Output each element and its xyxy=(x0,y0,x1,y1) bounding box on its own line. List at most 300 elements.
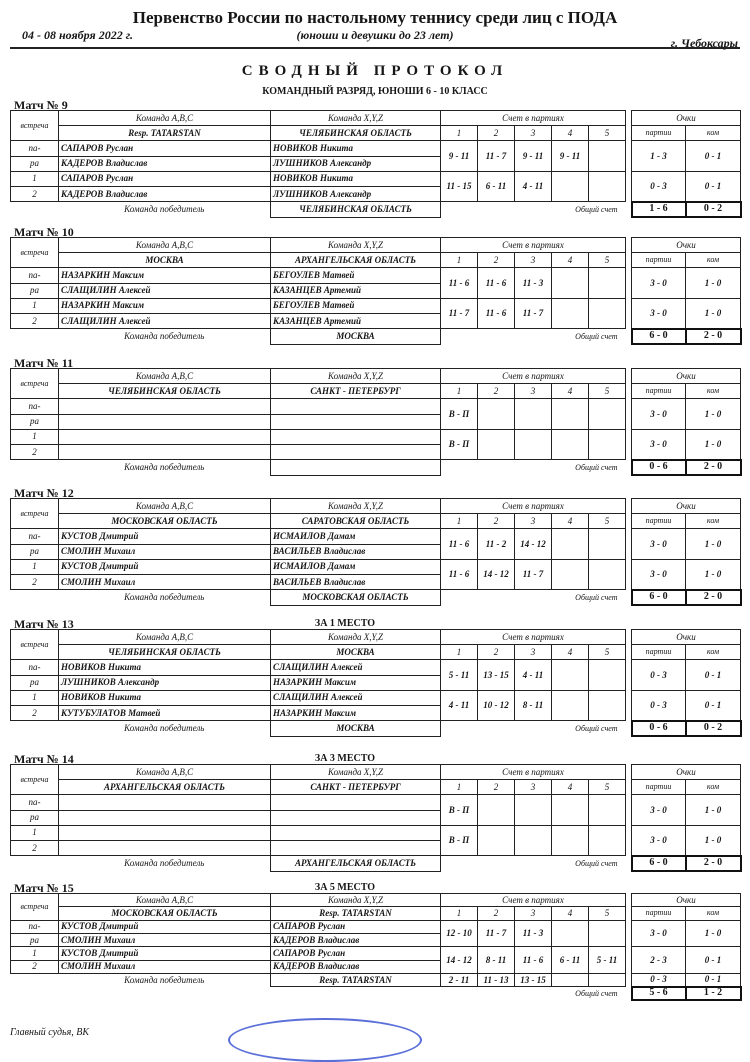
player-a: СМОЛИН Михаил xyxy=(59,933,271,946)
row-label: 2 xyxy=(11,960,59,973)
spacer xyxy=(11,721,59,736)
game-score: 6 - 11 xyxy=(552,947,589,974)
spacer xyxy=(11,460,59,475)
game-score xyxy=(552,559,589,589)
player-a: КУСТОВ Дмитрий xyxy=(59,529,271,544)
points-partii: 3 - 0 xyxy=(632,429,686,459)
game-score: 11 - 13 xyxy=(478,973,515,986)
team-a-name: МОСКОВСКАЯ ОБЛАСТЬ xyxy=(59,907,271,920)
winner-label: Команда победитель xyxy=(124,462,205,473)
game-score: 13 - 15 xyxy=(478,660,515,690)
points-kom: 1 - 0 xyxy=(686,429,741,459)
game-score xyxy=(589,825,626,855)
total-kom: 2 - 0 xyxy=(686,856,741,871)
points-partii: 3 - 0 xyxy=(632,559,686,589)
team-a-name: МОСКОВСКАЯ ОБЛАСТЬ xyxy=(59,514,271,529)
game-score: 14 - 12 xyxy=(441,947,478,974)
player-a: НОВИКОВ Никита xyxy=(59,660,271,675)
row-label: 1 xyxy=(11,947,59,960)
header-city: г. Чебоксары xyxy=(670,36,738,50)
total-partii: 6 - 0 xyxy=(632,329,686,344)
game-score xyxy=(478,399,515,429)
team-xyz-label: Команда X,Y,Z xyxy=(271,111,441,126)
game-number: 4 xyxy=(552,126,589,141)
winner-team: АРХАНГЕЛЬСКАЯ ОБЛАСТЬ xyxy=(271,856,441,871)
row-label: па- xyxy=(11,268,59,283)
total-partii: 1 - 6 xyxy=(632,202,686,217)
player-a: КУСТОВ Дмитрий xyxy=(59,559,271,574)
partii-label: партии xyxy=(632,514,686,529)
game-score xyxy=(589,795,626,825)
points-label: Очки xyxy=(632,238,741,253)
game-number: 3 xyxy=(515,253,552,268)
game-score xyxy=(552,690,589,720)
game-score xyxy=(552,268,589,298)
row-label: 1 xyxy=(11,298,59,313)
kom-label: ком xyxy=(686,253,741,268)
total-kom: 0 - 2 xyxy=(686,721,741,736)
points-partii: 2 - 3 xyxy=(632,947,686,974)
game-number: 3 xyxy=(515,907,552,920)
game-score xyxy=(478,825,515,855)
footer-signature: Главный судья, ВК xyxy=(10,1027,89,1038)
winner-label: Команда победитель xyxy=(124,723,205,734)
total-kom: 2 - 0 xyxy=(686,590,741,605)
game-score: 11 - 7 xyxy=(478,920,515,947)
game-score xyxy=(515,429,552,459)
game-number: 3 xyxy=(515,384,552,399)
points-kom: 1 - 0 xyxy=(686,268,741,298)
game-number: 1 xyxy=(441,126,478,141)
player-a xyxy=(59,825,271,840)
game-score: 10 - 12 xyxy=(478,690,515,720)
team-xyz-label: Команда X,Y,Z xyxy=(271,499,441,514)
total-partii: 5 - 6 xyxy=(632,987,686,1000)
player-a: САПАРОВ Руслан xyxy=(59,141,271,156)
points-partii: 3 - 0 xyxy=(632,268,686,298)
winner-label: Команда победитель xyxy=(124,204,205,215)
team-xyz-label: Команда X,Y,Z xyxy=(271,630,441,645)
kom-label: ком xyxy=(686,126,741,141)
spacer xyxy=(11,856,59,871)
match-title: Матч № 15 xyxy=(14,881,74,895)
player-x: ЛУШНИКОВ Александр xyxy=(271,187,441,202)
spacer xyxy=(11,590,59,605)
game-score xyxy=(515,399,552,429)
place-label: ЗА 1 МЕСТО xyxy=(314,618,376,629)
points-kom: 1 - 0 xyxy=(686,795,741,825)
team-abc-label: Команда A,B,C xyxy=(59,238,271,253)
team-abc-label: Команда A,B,C xyxy=(59,499,271,514)
game-score: 5 - 11 xyxy=(589,947,626,974)
total-partii: 0 - 6 xyxy=(632,460,686,475)
game-score: 11 - 3 xyxy=(515,920,552,947)
game-score xyxy=(589,429,626,459)
player-a: СМОЛИН Михаил xyxy=(59,544,271,559)
team-xyz-label: Команда X,Y,Z xyxy=(271,765,441,780)
total-partii: 6 - 0 xyxy=(632,590,686,605)
game-score: 11 - 6 xyxy=(441,529,478,559)
points-kom: 1 - 0 xyxy=(686,298,741,328)
game-number: 4 xyxy=(552,907,589,920)
total-kom: 1 - 2 xyxy=(686,987,741,1000)
game-score xyxy=(552,399,589,429)
spacer xyxy=(11,987,441,1000)
total-label: Общий счет xyxy=(575,204,618,214)
game-score xyxy=(552,660,589,690)
row-label: 1 xyxy=(11,559,59,574)
team-x-name: САНКТ - ПЕТЕРБУРГ xyxy=(271,780,441,795)
row-label: 1 xyxy=(11,171,59,186)
winner-label: Команда победитель xyxy=(124,974,205,985)
game-number: 3 xyxy=(515,126,552,141)
game-score xyxy=(589,399,626,429)
team-x-name: Resp. TATARSTAN xyxy=(271,907,441,920)
points-label: Очки xyxy=(632,499,741,514)
team-x-name: АРХАНГЕЛЬСКАЯ ОБЛАСТЬ xyxy=(271,253,441,268)
row-label: 1 xyxy=(11,690,59,705)
vstrecha-label: встреча xyxy=(11,369,59,399)
game-score xyxy=(589,141,626,171)
winner-team: ЧЕЛЯБИНСКАЯ ОБЛАСТЬ xyxy=(271,202,441,217)
game-number: 1 xyxy=(441,384,478,399)
team-a-name: АРХАНГЕЛЬСКАЯ ОБЛАСТЬ xyxy=(59,780,271,795)
points-kom: 1 - 0 xyxy=(686,529,741,559)
player-x xyxy=(271,429,441,444)
row-label: па- xyxy=(11,141,59,156)
row-label: ра xyxy=(11,675,59,690)
total-label: Общий счет xyxy=(575,462,618,472)
game-score: 11 - 6 xyxy=(441,559,478,589)
game-score: 11 - 7 xyxy=(515,559,552,589)
game-score: В - П xyxy=(441,429,478,459)
game-number: 2 xyxy=(478,253,515,268)
vstrecha-label: встреча xyxy=(11,499,59,529)
match-title: Матч № 9 xyxy=(14,98,68,112)
points-partii: 0 - 3 xyxy=(632,690,686,720)
game-score: 6 - 11 xyxy=(478,171,515,201)
game-number: 1 xyxy=(441,645,478,660)
points-partii: 3 - 0 xyxy=(632,920,686,947)
team-abc-label: Команда A,B,C xyxy=(59,765,271,780)
total-kom: 0 - 2 xyxy=(686,202,741,217)
points-kom: 1 - 0 xyxy=(686,559,741,589)
points-kom: 1 - 0 xyxy=(686,825,741,855)
partii-label: партии xyxy=(632,780,686,795)
game-number: 1 xyxy=(441,253,478,268)
game-score: 4 - 11 xyxy=(441,690,478,720)
total-label: Общий счет xyxy=(575,723,618,733)
game-score: 9 - 11 xyxy=(552,141,589,171)
game-score: 14 - 12 xyxy=(515,529,552,559)
partii-label: партии xyxy=(632,907,686,920)
player-x: ЛУШНИКОВ Александр xyxy=(271,156,441,171)
game-score xyxy=(589,690,626,720)
player-a: СЛАЩИЛИН Алексей xyxy=(59,314,271,329)
points-label: Очки xyxy=(632,111,741,126)
team-xyz-label: Команда X,Y,Z xyxy=(271,894,441,907)
game-score xyxy=(552,171,589,201)
game-number: 5 xyxy=(589,645,626,660)
game-score: В - П xyxy=(441,399,478,429)
match-title: Матч № 11 xyxy=(14,356,74,370)
player-x xyxy=(271,795,441,810)
score-in-games-label: Счет в партиях xyxy=(441,111,626,126)
game-number: 5 xyxy=(589,126,626,141)
game-score: 11 - 6 xyxy=(478,268,515,298)
game-score xyxy=(515,825,552,855)
match-block xyxy=(10,893,740,1011)
player-x: НАЗАРКИН Максим xyxy=(271,706,441,721)
row-label: 2 xyxy=(11,575,59,590)
game-score: В - П xyxy=(441,795,478,825)
game-number: 2 xyxy=(478,514,515,529)
player-x: БЕГОУЛЕВ Матвей xyxy=(271,268,441,283)
doc-title: СВОДНЫЙ ПРОТОКОЛ xyxy=(241,63,509,79)
player-x xyxy=(271,445,441,460)
spacer xyxy=(11,329,59,344)
total-label: Общий счет xyxy=(575,592,618,602)
game-score xyxy=(552,429,589,459)
winner-label: Команда победитель xyxy=(124,858,205,869)
game-number: 4 xyxy=(552,645,589,660)
player-a: СЛАЩИЛИН Алексей xyxy=(59,283,271,298)
game-number: 4 xyxy=(552,780,589,795)
doc-subtitle: КОМАНДНЫЙ РАЗРЯД, ЮНОШИ 6 - 10 КЛАСС xyxy=(262,86,488,97)
row-label: 2 xyxy=(11,314,59,329)
kom-label: ком xyxy=(686,780,741,795)
player-a xyxy=(59,429,271,444)
points-partii: 3 - 0 xyxy=(632,298,686,328)
game-number: 2 xyxy=(478,780,515,795)
score-in-games-label: Счет в партиях xyxy=(441,630,626,645)
match-title: Матч № 14 xyxy=(14,752,74,766)
game-score xyxy=(589,268,626,298)
points-partii: 0 - 3 xyxy=(632,660,686,690)
row-label: 2 xyxy=(11,841,59,856)
points-kom: 0 - 1 xyxy=(686,171,741,201)
points-label: Очки xyxy=(632,630,741,645)
row-label: па- xyxy=(11,529,59,544)
partii-label: партии xyxy=(632,645,686,660)
team-xyz-label: Команда X,Y,Z xyxy=(271,238,441,253)
kom-label: ком xyxy=(686,645,741,660)
player-x: ИСМАИЛОВ Дамам xyxy=(271,559,441,574)
row-label: па- xyxy=(11,795,59,810)
winner-team: МОСКОВСКАЯ ОБЛАСТЬ xyxy=(271,590,441,605)
points-kom: 0 - 1 xyxy=(686,141,741,171)
winner-team: МОСКВА xyxy=(271,329,441,344)
score-in-games-label: Счет в партиях xyxy=(441,369,626,384)
team-a-name: ЧЕЛЯБИНСКАЯ ОБЛАСТЬ xyxy=(59,645,271,660)
winner-label: Команда победитель xyxy=(124,592,205,603)
spacer xyxy=(11,973,59,986)
player-x: ВАСИЛЬЕВ Владислав xyxy=(271,544,441,559)
team-a-name: МОСКВА xyxy=(59,253,271,268)
kom-label: ком xyxy=(686,384,741,399)
team-abc-label: Команда A,B,C xyxy=(59,369,271,384)
match-block xyxy=(10,110,740,228)
match-block xyxy=(10,498,740,616)
player-a: СМОЛИН Михаил xyxy=(59,960,271,973)
total-label: Общий счет xyxy=(575,331,618,341)
game-number: 2 xyxy=(478,126,515,141)
player-a: КУСТОВ Дмитрий xyxy=(59,947,271,960)
row-label: 1 xyxy=(11,825,59,840)
player-x xyxy=(271,399,441,414)
team-abc-label: Команда A,B,C xyxy=(59,630,271,645)
player-a: КУСТОВ Дмитрий xyxy=(59,920,271,933)
match-block xyxy=(10,629,740,747)
match-title: Матч № 10 xyxy=(14,225,74,239)
points-partii: 1 - 3 xyxy=(632,141,686,171)
total-partii: 0 - 6 xyxy=(632,721,686,736)
player-a: КУТУБУЛАТОВ Матвей xyxy=(59,706,271,721)
team-x-name: ЧЕЛЯБИНСКАЯ ОБЛАСТЬ xyxy=(271,126,441,141)
player-a xyxy=(59,810,271,825)
points-label: Очки xyxy=(632,369,741,384)
player-x xyxy=(271,841,441,856)
match-block xyxy=(10,764,740,882)
game-score xyxy=(589,171,626,201)
player-x: КАДЕРОВ Владислав xyxy=(271,933,441,946)
player-x: НОВИКОВ Никита xyxy=(271,141,441,156)
row-label: па- xyxy=(11,920,59,933)
total-kom: 2 - 0 xyxy=(686,329,741,344)
game-score xyxy=(515,795,552,825)
row-label: ра xyxy=(11,283,59,298)
header-date: 04 - 08 ноября 2022 г. xyxy=(22,28,133,42)
game-score: 9 - 11 xyxy=(515,141,552,171)
game-score xyxy=(478,429,515,459)
match-block xyxy=(10,368,740,486)
player-x: НОВИКОВ Никита xyxy=(271,171,441,186)
game-number: 5 xyxy=(589,514,626,529)
kom-label: ком xyxy=(686,907,741,920)
game-score xyxy=(589,298,626,328)
points-kom: 1 - 0 xyxy=(686,920,741,947)
game-score: 11 - 6 xyxy=(478,298,515,328)
header-subtitle: (юноши и девушки до 23 лет) xyxy=(296,28,454,42)
game-number: 5 xyxy=(589,253,626,268)
team-x-name: САНКТ - ПЕТЕРБУРГ xyxy=(271,384,441,399)
row-label: па- xyxy=(11,660,59,675)
partii-label: партии xyxy=(632,384,686,399)
team-x-name: САРАТОВСКАЯ ОБЛАСТЬ xyxy=(271,514,441,529)
total-kom: 2 - 0 xyxy=(686,460,741,475)
vstrecha-label: встреча xyxy=(11,765,59,795)
game-score xyxy=(589,920,626,947)
team-a-name: Resp. TATARSTAN xyxy=(59,126,271,141)
game-score: 4 - 11 xyxy=(515,171,552,201)
game-number: 4 xyxy=(552,514,589,529)
player-x: НАЗАРКИН Максим xyxy=(271,675,441,690)
player-x xyxy=(271,414,441,429)
total-label: Общий счет xyxy=(575,858,618,868)
game-score: В - П xyxy=(441,825,478,855)
team-a-name: ЧЕЛЯБИНСКАЯ ОБЛАСТЬ xyxy=(59,384,271,399)
points-partii: 3 - 0 xyxy=(632,795,686,825)
team-abc-label: Команда A,B,C xyxy=(59,894,271,907)
player-x xyxy=(271,825,441,840)
game-number: 2 xyxy=(478,384,515,399)
game-number: 2 xyxy=(478,907,515,920)
place-label: ЗА 3 МЕСТО xyxy=(314,753,376,764)
points-partii: 3 - 0 xyxy=(632,529,686,559)
row-label: 1 xyxy=(11,429,59,444)
game-score: 11 - 7 xyxy=(515,298,552,328)
points-partii: 0 - 3 xyxy=(632,171,686,201)
winner-team: Resp. TATARSTAN xyxy=(271,973,441,986)
row-label: ра xyxy=(11,933,59,946)
game-score: 9 - 11 xyxy=(441,141,478,171)
points-label: Очки xyxy=(632,894,741,907)
game-number: 5 xyxy=(589,384,626,399)
player-a: НОВИКОВ Никита xyxy=(59,690,271,705)
game-score: 13 - 15 xyxy=(515,973,552,986)
player-x: САПАРОВ Руслан xyxy=(271,947,441,960)
game-score: 11 - 15 xyxy=(441,171,478,201)
player-x: КАЗАНЦЕВ Артемий xyxy=(271,283,441,298)
header-title: Первенство России по настольному теннису среди лиц с ПОДА xyxy=(132,8,618,27)
game-score: 8 - 11 xyxy=(478,947,515,974)
game-number: 4 xyxy=(552,253,589,268)
game-score xyxy=(552,825,589,855)
game-score: 11 - 6 xyxy=(441,268,478,298)
points-partii: 3 - 0 xyxy=(632,825,686,855)
game-score xyxy=(589,529,626,559)
player-a xyxy=(59,841,271,856)
total-label: Общий счет xyxy=(575,988,618,998)
game-number: 4 xyxy=(552,384,589,399)
player-x: ИСМАИЛОВ Дамам xyxy=(271,529,441,544)
row-label: ра xyxy=(11,810,59,825)
total-partii: 6 - 0 xyxy=(632,856,686,871)
game-score: 14 - 12 xyxy=(478,559,515,589)
player-a xyxy=(59,414,271,429)
player-a: НАЗАРКИН Максим xyxy=(59,298,271,313)
game-score xyxy=(478,795,515,825)
player-x: САПАРОВ Руслан xyxy=(271,920,441,933)
game-score: 2 - 11 xyxy=(441,973,478,986)
vstrecha-label: встреча xyxy=(11,111,59,141)
game-score xyxy=(552,973,589,986)
player-a xyxy=(59,445,271,460)
game-number: 2 xyxy=(478,645,515,660)
game-score xyxy=(589,559,626,589)
row-label: па- xyxy=(11,399,59,414)
row-label: ра xyxy=(11,544,59,559)
player-x: КАДЕРОВ Владислав xyxy=(271,960,441,973)
player-a: САПАРОВ Руслан xyxy=(59,171,271,186)
spacer xyxy=(11,202,59,217)
game-score: 11 - 2 xyxy=(478,529,515,559)
player-x: СЛАЩИЛИН Алексей xyxy=(271,690,441,705)
row-label: ра xyxy=(11,156,59,171)
game-score xyxy=(552,529,589,559)
game-score: 11 - 3 xyxy=(515,268,552,298)
vstrecha-label: встреча xyxy=(11,894,59,921)
player-x xyxy=(271,810,441,825)
game-score: 11 - 7 xyxy=(478,141,515,171)
winner-team xyxy=(271,460,441,475)
stamp xyxy=(228,1018,422,1062)
game-score xyxy=(552,298,589,328)
player-x: ВАСИЛЬЕВ Владислав xyxy=(271,575,441,590)
game-score: 12 - 10 xyxy=(441,920,478,947)
points-kom: 0 - 1 xyxy=(686,690,741,720)
kom-label: ком xyxy=(686,514,741,529)
